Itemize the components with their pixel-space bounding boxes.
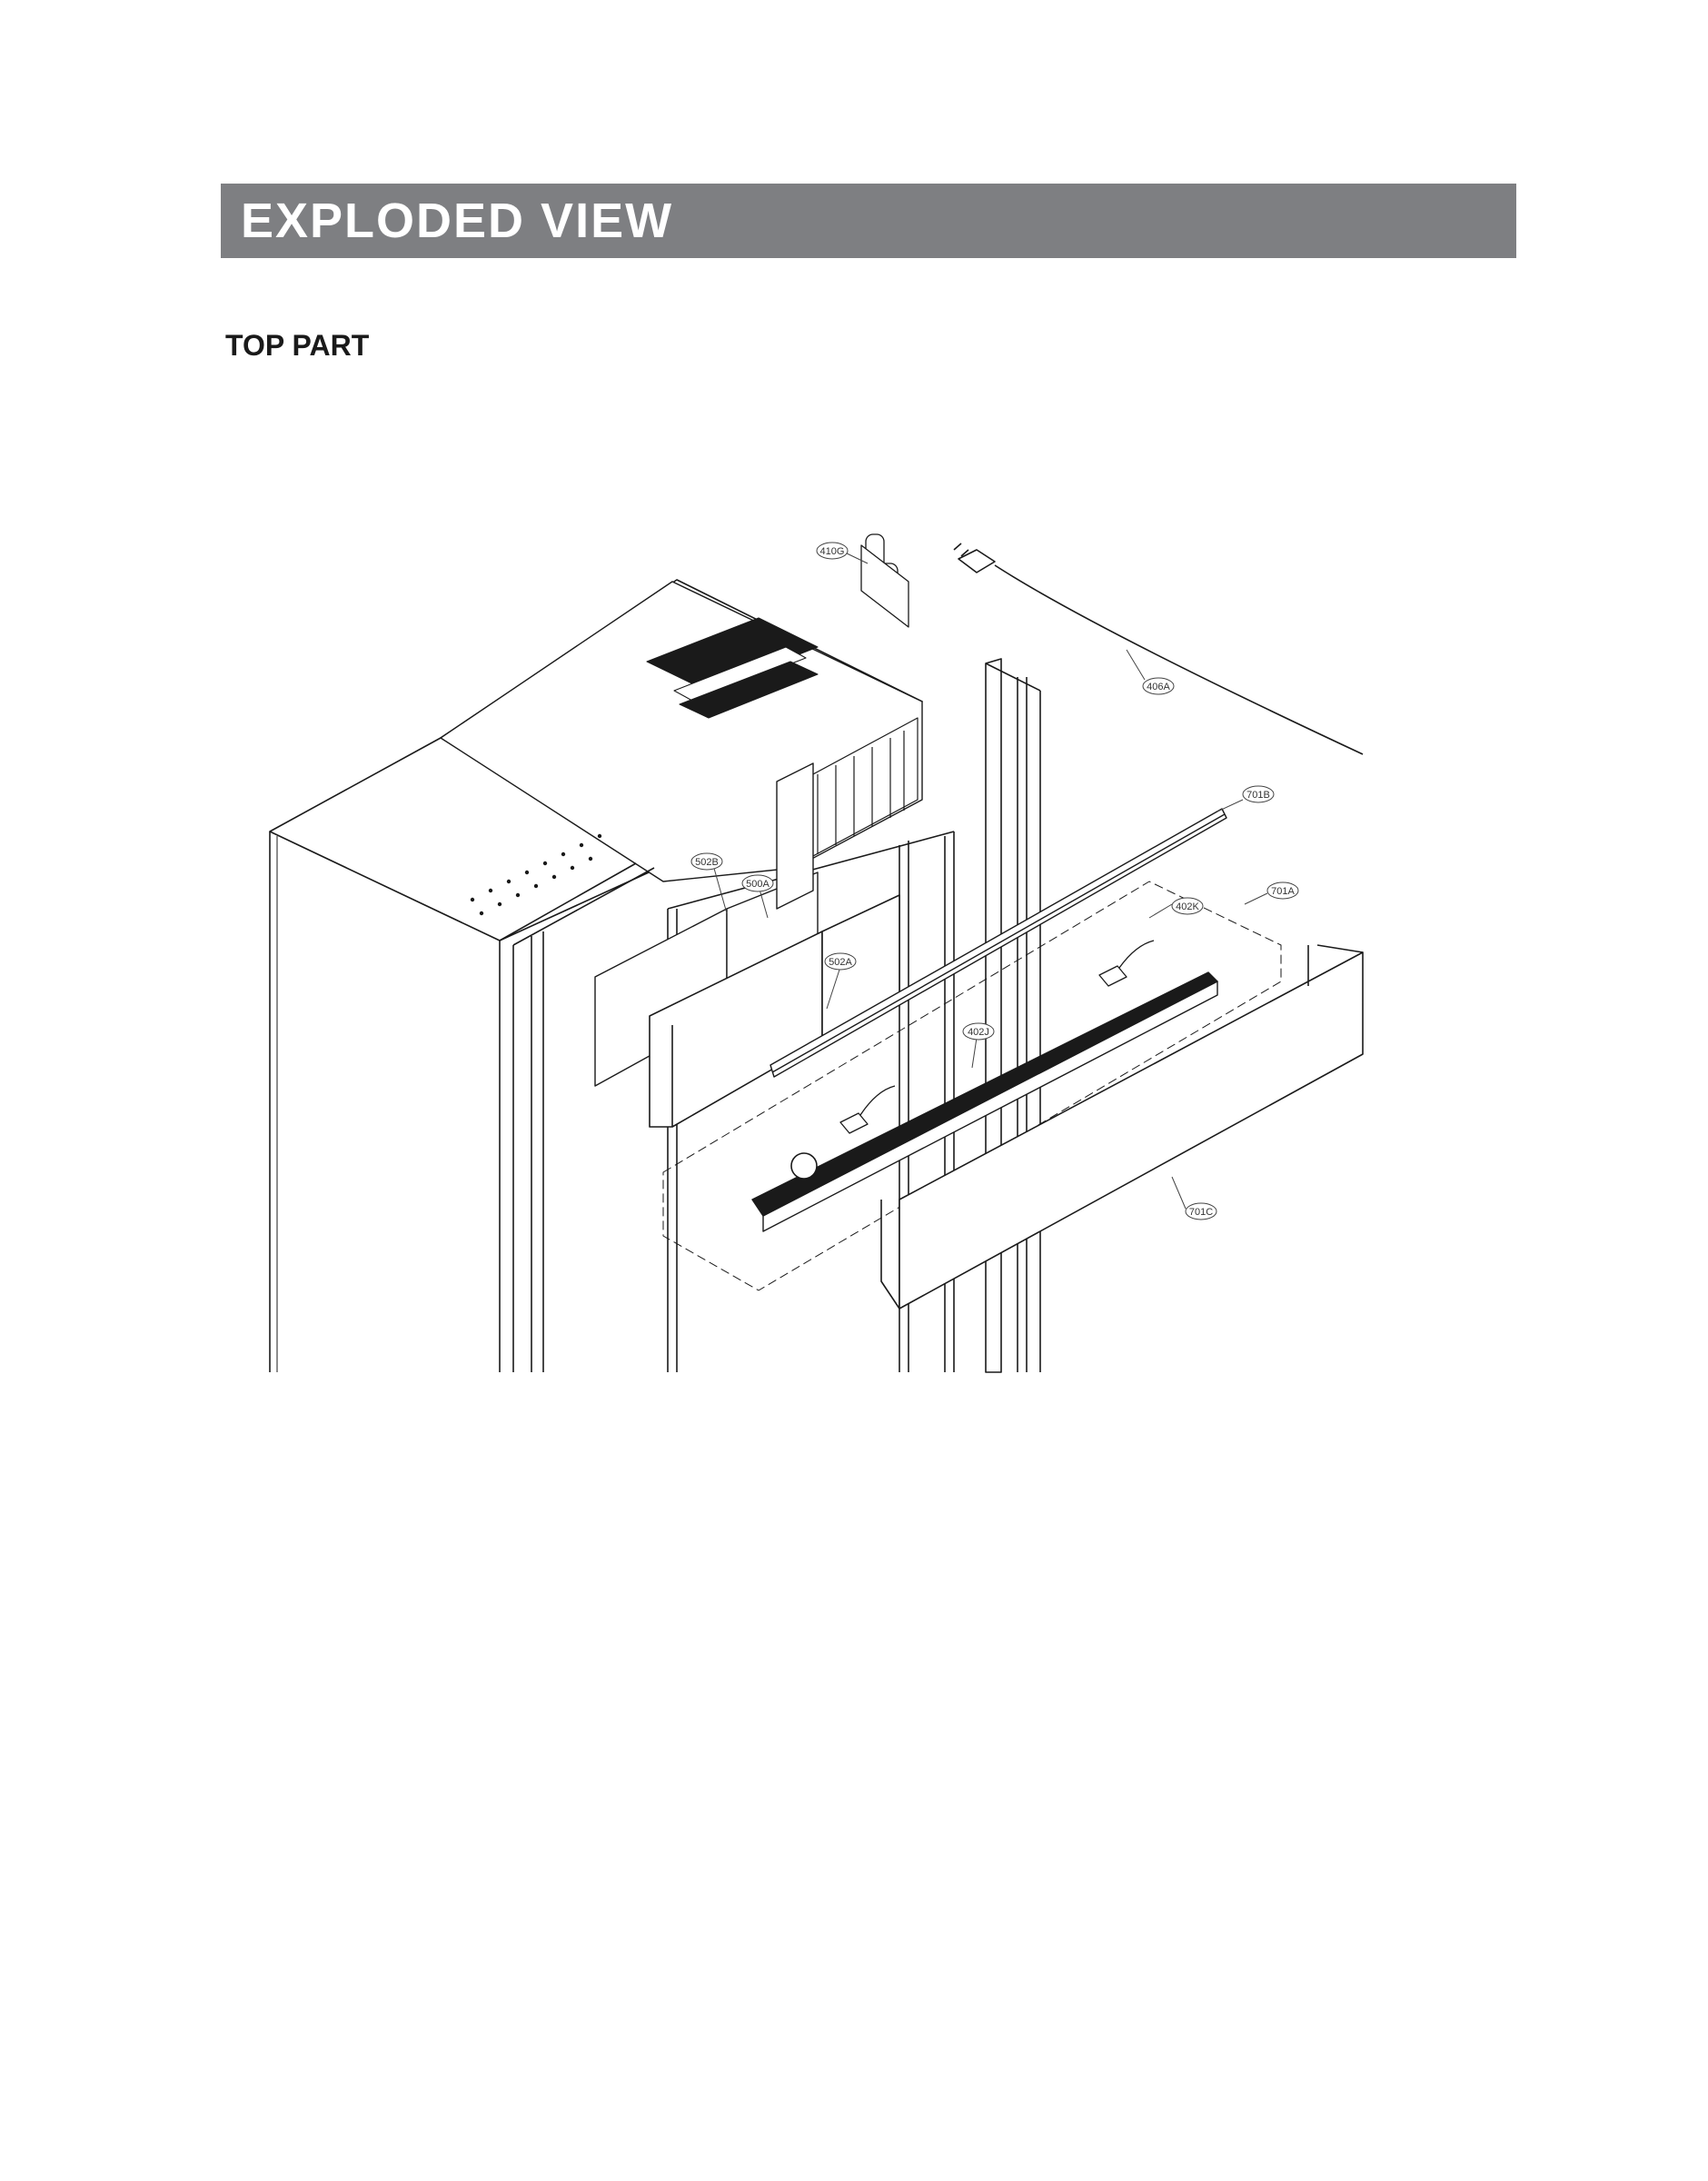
callout-label-402j: 402J [968,1027,989,1038]
callout-410g [817,543,848,559]
callout-label-502b: 502B [695,857,719,868]
callout-label-402k: 402K [1176,901,1199,912]
bracket-410g [861,534,909,627]
callout-label-500a: 500A [746,879,770,890]
callout-502b [691,853,722,870]
page-title: EXPLODED VIEW [241,194,674,248]
callout-label-502a: 502A [829,957,852,968]
callout-701b [1243,786,1274,802]
callout-701c [1186,1203,1216,1220]
callout-label-701a: 701A [1271,886,1295,897]
callout-402k [1172,898,1203,914]
callout-701a [1267,882,1298,899]
callout-500a [742,875,773,891]
callout-502a [825,953,856,970]
connector-402k [1099,941,1154,986]
power-cord-406a [954,543,1363,754]
callout-label-406a: 406A [1147,682,1170,692]
round-fitting [791,1153,817,1179]
callout-label-701b: 701B [1246,790,1270,801]
callout-label-701c: 701C [1188,1207,1214,1218]
callout-406a [1143,678,1174,694]
connector-402j [840,1086,895,1133]
callout-402j [963,1023,994,1040]
callout-label-410g: 410G [819,546,845,557]
section-title: TOP PART [225,329,370,362]
